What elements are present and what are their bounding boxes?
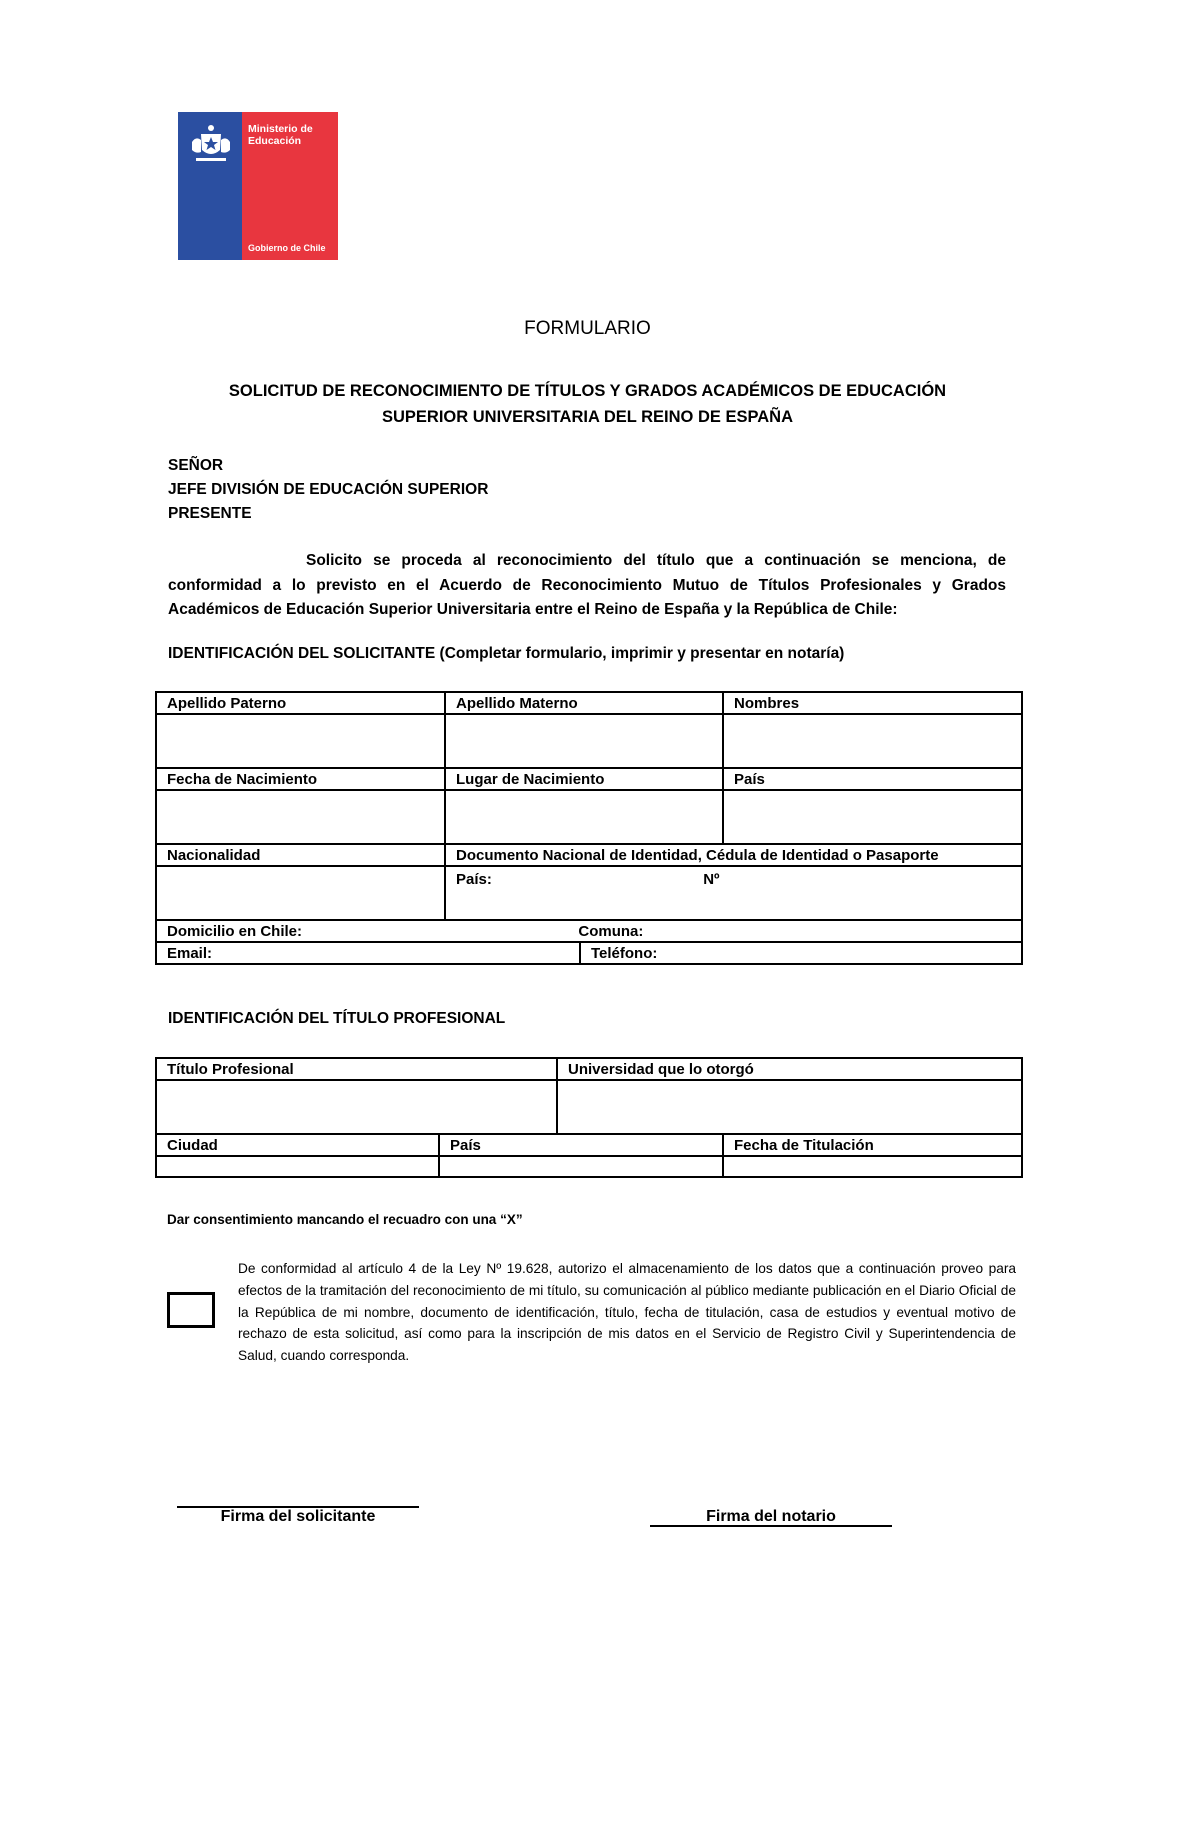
- domicilio-label: Domicilio en Chile:: [167, 922, 303, 940]
- fecha-titulacion-label: Fecha de Titulación: [723, 1134, 1022, 1156]
- comuna-label: Comuna:: [578, 922, 644, 940]
- apellido-paterno-field[interactable]: [156, 714, 445, 768]
- titulo-field[interactable]: [156, 1080, 557, 1134]
- coat-of-arms-icon: [186, 120, 236, 170]
- documento-field[interactable]: [445, 866, 1022, 920]
- nombres-field[interactable]: [723, 714, 1022, 768]
- universidad-field[interactable]: [557, 1080, 1022, 1134]
- titulo-label: Título Profesional: [156, 1058, 557, 1080]
- fecha-titulacion-field[interactable]: [723, 1156, 1022, 1177]
- addressee-line-2: JEFE DIVISIÓN DE EDUCACIÓN SUPERIOR: [168, 481, 489, 498]
- nacionalidad-field[interactable]: [156, 866, 445, 920]
- telefono-label: Teléfono:: [591, 944, 658, 962]
- universidad-label: Universidad que lo otorgó: [557, 1058, 1022, 1080]
- pais-titulo-field[interactable]: [439, 1156, 723, 1177]
- intro-paragraph: Solicito se proceda al reconocimiento del título que a continuación se menciona, de conformidad a lo previsto en el Acuerdo de Reconocimiento Mutuo de Títulos Profesionales y Grados Académicos de Educación Superior Universitaria entre el Reino de España y la República de Chile:: [168, 552, 1006, 618]
- doc-numero-label: Nº: [703, 871, 720, 888]
- applicant-signature-label: Firma del solicitante: [220, 1508, 376, 1525]
- consent-checkbox[interactable]: [167, 1292, 215, 1328]
- degree-section-heading: IDENTIFICACIÓN DEL TÍTULO PROFESIONAL: [168, 1010, 506, 1027]
- notary-signature-line[interactable]: [650, 1525, 892, 1527]
- ciudad-field[interactable]: [156, 1156, 439, 1177]
- documento-label: Documento Nacional de Identidad, Cédula de Identidad o Pasaporte: [445, 844, 1022, 866]
- nacionalidad-label: Nacionalidad: [156, 844, 445, 866]
- ciudad-label: Ciudad: [156, 1134, 439, 1156]
- subtitle-line-1: SOLICITUD DE RECONOCIMIENTO DE TÍTULOS Y GRADOS ACADÉMICOS DE EDUCACIÓN: [228, 382, 947, 400]
- applicant-table: [155, 691, 1023, 965]
- pais-nacimiento-label: País: [723, 768, 1022, 790]
- domicilio-row[interactable]: [156, 920, 1022, 942]
- notary-signature-label: Firma del notario: [706, 1508, 836, 1525]
- nombres-label: Nombres: [723, 692, 1022, 714]
- pais-titulo-label: País: [439, 1134, 723, 1156]
- email-label: Email:: [167, 944, 213, 962]
- logo-blue-panel: [178, 112, 242, 260]
- logo-red-panel: [242, 112, 338, 260]
- apellido-paterno-label: Apellido Paterno: [156, 692, 445, 714]
- ministry-logo: [178, 112, 338, 260]
- lugar-nacimiento-label: Lugar de Nacimiento: [445, 768, 723, 790]
- addressee-line-3: PRESENTE: [168, 505, 252, 522]
- apellido-materno-label: Apellido Materno: [445, 692, 723, 714]
- telefono-field[interactable]: [580, 942, 1022, 964]
- email-field[interactable]: [156, 942, 580, 964]
- fecha-nacimiento-label: Fecha de Nacimiento: [156, 768, 445, 790]
- page-title: FORMULARIO: [524, 318, 651, 339]
- consent-instruction: Dar consentimiento mancando el recuadro con una “X”: [167, 1212, 523, 1227]
- fecha-nacimiento-field[interactable]: [156, 790, 445, 844]
- doc-pais-label: País:: [456, 871, 492, 888]
- applicant-section-heading: IDENTIFICACIÓN DEL SOLICITANTE (Completar formulario, imprimir y presentar en notaría): [168, 645, 845, 662]
- pais-nacimiento-field[interactable]: [723, 790, 1022, 844]
- logo-ministry-text: Ministerio de Educación: [248, 123, 313, 147]
- logo-government-text: Gobierno de Chile: [248, 243, 326, 253]
- form-subtitle: [160, 378, 1015, 430]
- subtitle-line-2: SUPERIOR UNIVERSITARIA DEL REINO DE ESPAÑA: [381, 408, 794, 426]
- degree-table: [155, 1057, 1023, 1178]
- addressee-block: [168, 454, 488, 526]
- consent-text: De conformidad al artículo 4 de la Ley Nº 19.628, autorizo el almacenamiento de los datos que a continuación proveo para efectos de la tramitación del reconocimiento de mi título, su comunicación al público mediante publicación en el Diario Oficial de la República de mi nombre, documento de identificación, título, fecha de titulación, casa de estudios y eventual motivo de rechazo de esta solicitud, así como para la inscripción de mis datos en el Servicio de Registro Civil y Superintendencia de Salud, cuando corresponda.: [238, 1261, 1016, 1364]
- apellido-materno-field[interactable]: [445, 714, 723, 768]
- lugar-nacimiento-field[interactable]: [445, 790, 723, 844]
- addressee-line-1: SEÑOR: [168, 457, 224, 474]
